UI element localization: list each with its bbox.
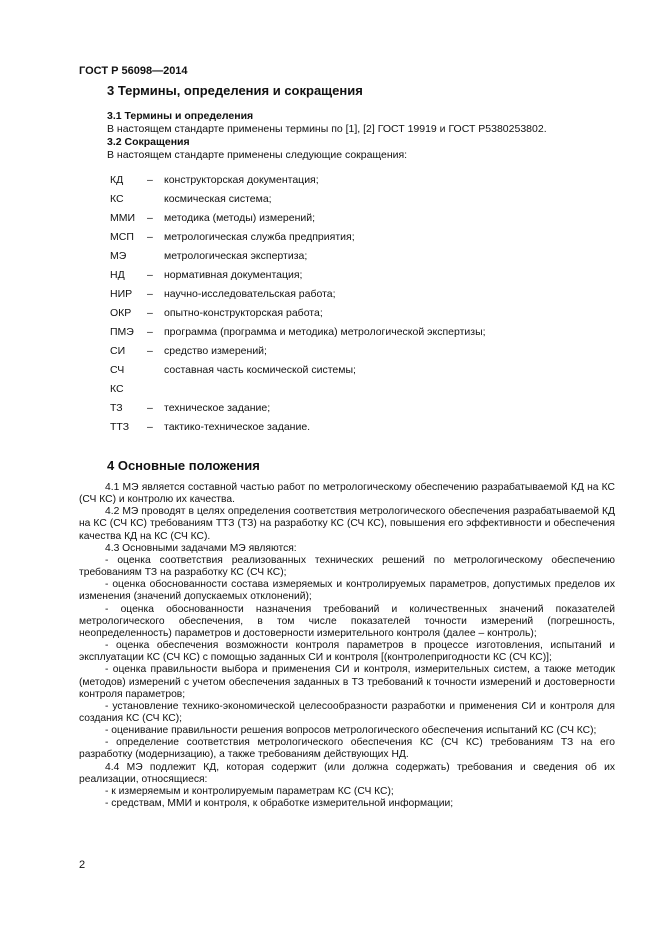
abbreviation-term: КС	[110, 193, 124, 205]
abbreviation-definition: космическая система;	[164, 193, 272, 205]
section-3-1-text: В настоящем стандарте применены термины по [1], [2] ГОСТ 19919 и ГОСТ Р5380253802.	[107, 123, 547, 135]
section-4-title: 4 Основные положения	[107, 458, 260, 473]
abbreviation-term: СИ	[110, 345, 126, 357]
abbreviation-row	[107, 231, 607, 245]
abbreviation-row	[107, 421, 607, 435]
abbreviation-row	[107, 288, 607, 302]
abbreviation-row	[107, 269, 607, 283]
section-4-body	[79, 482, 615, 810]
section-4-paragraph: 4.2 МЭ проводят в целях определения соответствия метрологического обеспечения разрабатываемой КД на КС (СЧ КС) требованиям ТТЗ (ТЗ) на разработку КС (СЧ КС), повышения его эффективности и обеспечения качества КД на КС (СЧ КС).	[79, 506, 615, 542]
abbreviation-definition: нормативная документация;	[164, 269, 303, 281]
abbreviation-definition: тактико-техническое задание.	[164, 421, 311, 433]
section-3-2-title: 3.2 Сокращения	[107, 136, 190, 148]
abbreviation-term: СЧ	[110, 364, 125, 376]
abbreviation-definition: опытно-конструкторская работа;	[164, 307, 323, 319]
abbreviation-definition: составная часть космической системы;	[164, 364, 356, 376]
abbreviation-dash: –	[147, 345, 153, 357]
section-3-title: 3 Термины, определения и сокращения	[107, 83, 363, 98]
abbreviation-term: НИР	[110, 288, 133, 300]
abbreviation-term: НД	[110, 269, 125, 281]
section-4-paragraph: - к измеряемым и контролируемым параметрам КС (СЧ КС);	[105, 785, 394, 797]
abbreviation-definition: средство измерений;	[164, 345, 267, 357]
abbreviation-dash: –	[147, 288, 153, 300]
section-4-paragraph: - оценка обоснованности назначения требований и количественных значений показателей метрологического обеспечения, в том числе показателей точности измерений (погрешность, неопределенность) параметров и достоверности измерительного контроля (далее – контроль);	[79, 603, 615, 639]
abbreviation-row	[107, 307, 607, 321]
abbreviation-row	[107, 174, 607, 188]
abbreviation-row	[107, 193, 607, 207]
abbreviation-definition: конструкторская документация;	[164, 174, 319, 186]
section-4-paragraph: - определение соответствия метрологического обеспечения КС (СЧ КС) требованиям ТЗ на его разработку (модернизацию), а также требованиям действующих НД.	[79, 737, 615, 761]
abbreviation-term: КД	[110, 174, 124, 186]
abbreviation-definition: методика (методы) измерений;	[164, 212, 316, 224]
abbreviation-term: ТТЗ	[110, 421, 130, 433]
abbreviation-dash: –	[147, 402, 153, 414]
section-4-paragraph: - оценка обеспечения возможности контроля параметров в процессе изготовления, испытаний и эксплуатации КС (СЧ КС) с помощью заданных СИ и контроля [(контролепригодности КС (СЧ КС)];	[79, 640, 615, 664]
section-4-paragraph: 4.1 МЭ является составной частью работ по метрологическому обеспечению разрабатываемой КД на КС (СЧ КС) и контролю их качества.	[79, 482, 615, 506]
abbreviation-definition: научно-исследовательская работа;	[164, 288, 336, 300]
section-4-paragraph: - средствам, ММИ и контроля, к обработке измерительной информации;	[105, 798, 454, 810]
abbreviation-row	[107, 250, 607, 264]
section-4-paragraph: - оценка обоснованности состава измеряемых и контролируемых параметров, допустимых пределов их изменения (значений допускаемых отклонений);	[79, 579, 615, 603]
abbreviation-dash: –	[147, 174, 153, 186]
abbreviation-dash: –	[147, 269, 153, 281]
abbreviation-term: ММИ	[110, 212, 136, 224]
section-4-paragraph: - оценка правильности выбора и применения СИ и контроля, измерительных систем, а также методик (методов) измерений с учетом обеспечения заданных в ТЗ требований к точности измерений и достоверности контроля параметров;	[79, 664, 615, 700]
abbreviation-term: МСП	[110, 231, 134, 243]
section-3-2-text: В настоящем стандарте применены следующие сокращения:	[107, 149, 408, 161]
section-3-1-title: 3.1 Термины и определения	[107, 110, 254, 122]
abbreviation-term: ПМЭ	[110, 326, 134, 338]
abbreviation-definition: техническое задание;	[164, 402, 271, 414]
abbreviation-dash: –	[147, 326, 153, 338]
abbreviation-row	[107, 212, 607, 226]
abbreviation-row	[107, 326, 607, 340]
abbreviation-row	[107, 383, 607, 397]
section-4-paragraph: - установление технико-экономической целесообразности разработки и применения СИ и контроля для создания КС (СЧ КС);	[79, 700, 615, 724]
abbreviation-row	[107, 345, 607, 359]
abbreviation-definition: программа (программа и методика) метрологической экспертизы;	[164, 326, 486, 338]
abbreviation-term: КС	[110, 383, 124, 395]
abbreviation-term: ТЗ	[110, 402, 123, 414]
abbreviation-dash: –	[147, 307, 153, 319]
abbreviation-definition: метрологическая экспертиза;	[164, 250, 308, 262]
section-4-paragraph: - оценивание правильности решения вопросов метрологического обеспечения испытаний КС (СЧ КС);	[105, 725, 597, 737]
abbreviation-dash: –	[147, 212, 153, 224]
section-4-paragraph: 4.3 Основными задачами МЭ являются:	[105, 542, 297, 554]
abbreviation-row	[107, 402, 607, 416]
abbreviation-definition: метрологическая служба предприятия;	[164, 231, 355, 243]
abbreviation-dash: –	[147, 421, 153, 433]
abbreviation-term: МЭ	[110, 250, 127, 262]
abbreviation-dash: –	[147, 231, 153, 243]
standard-header: ГОСТ Р 56098—2014	[79, 65, 188, 77]
abbreviation-row	[107, 364, 607, 378]
page-number: 2	[79, 859, 86, 871]
abbreviation-term: ОКР	[110, 307, 132, 319]
section-4-paragraph: 4.4 МЭ подлежит КД, которая содержит (или должна содержать) требования и сведения об их реализации, относящиеся:	[79, 761, 615, 785]
section-4-paragraph: - оценка соответствия реализованных технических решений по метрологическому обеспечению требованиям ТЗ на разработку КС (СЧ КС);	[79, 554, 615, 579]
